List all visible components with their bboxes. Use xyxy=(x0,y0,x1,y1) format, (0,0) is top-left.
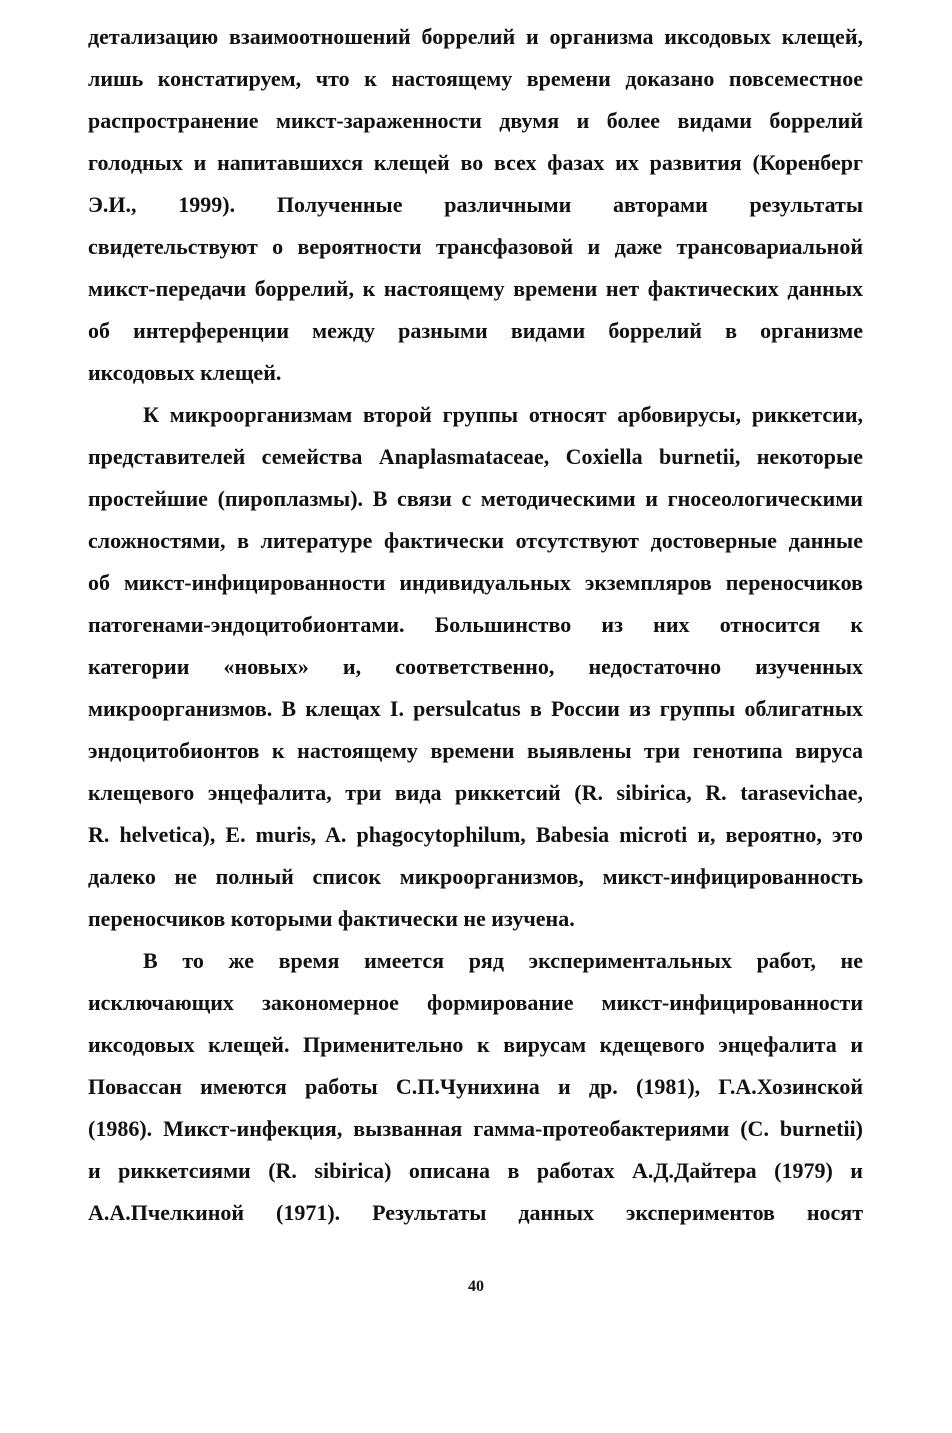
text-line: исключающих закономерное формирование микст-инфицированности xyxy=(88,990,863,1015)
text-line: иксодовых клещей. xyxy=(88,360,282,385)
text-line: представителей семейства Anaplasmataceae, Coxiella burnetii, некоторые xyxy=(88,444,863,469)
body-text xyxy=(88,16,863,1234)
text-line: категории «новых» и, соответственно, недостаточно изученных xyxy=(88,654,863,679)
paragraph-2 xyxy=(88,394,863,940)
text-line: Э.И., 1999). Полученные различными авторами результаты xyxy=(88,192,863,217)
text-line: клещевого энцефалита, три вида риккетсий (R. sibirica, R. tarasevichae, xyxy=(88,780,863,805)
text-line: сложностями, в литературе фактически отсутствуют достоверные данные xyxy=(88,528,863,553)
text-line: переносчиков которыми фактически не изучена. xyxy=(88,906,575,931)
text-line: R. helvetica), E. muris, A. phagocytophilum, Babesia microti и, вероятно, это xyxy=(88,822,863,847)
text-line: детализацию взаимоотношений боррелий и организма иксодовых клещей, xyxy=(88,24,863,49)
text-line: микст-передачи боррелий, к настоящему времени нет фактических данных xyxy=(88,276,863,301)
text-line: иксодовых клещей. Применительно к вирусам кдещевого энцефалита и xyxy=(88,1032,863,1057)
text-line: эндоцитобионтов к настоящему времени выявлены три генотипа вируса xyxy=(88,738,863,763)
text-line: В то же время имеется ряд экспериментальных работ, не xyxy=(143,948,863,973)
text-line: (1986). Микст-инфекция, вызванная гамма-протеобактериями (C. burnetii) xyxy=(88,1116,863,1141)
paragraph-1 xyxy=(88,16,863,394)
text-line: А.А.Пчелкиной (1971). Результаты данных экспериментов носят xyxy=(88,1200,863,1225)
text-line: голодных и напитавшихся клещей во всех фазах их развития (Коренберг xyxy=(88,150,863,175)
text-line: лишь констатируем, что к настоящему времени доказано повсеместное xyxy=(88,66,863,91)
text-line: и риккетсиями (R. sibirica) описана в работах А.Д.Дайтера (1979) и xyxy=(88,1158,863,1183)
text-line: свидетельствуют о вероятности трансфазовой и даже трансовариальной xyxy=(88,234,863,259)
text-line: распространение микст-зараженности двумя и более видами боррелий xyxy=(88,108,863,133)
text-line: простейшие (пироплазмы). В связи с методическими и гносеологическими xyxy=(88,486,863,511)
text-line: Повассан имеются работы С.П.Чунихина и др. (1981), Г.А.Хозинской xyxy=(88,1074,863,1099)
paragraph-3 xyxy=(88,940,863,1234)
page-number: 40 xyxy=(468,1278,484,1295)
text-line: микроорганизмов. В клещах I. persulcatus в России из группы облигатных xyxy=(88,696,863,721)
text-line: об микст-инфицированности индивидуальных экземпляров переносчиков xyxy=(88,570,863,595)
text-line: патогенами-эндоцитобионтами. Большинство из них относится к xyxy=(88,612,863,637)
text-line: об интерференции между разными видами боррелий в организме xyxy=(88,318,863,343)
text-line: К микроорганизмам второй группы относят арбовирусы, риккетсии, xyxy=(143,402,863,427)
text-line: далеко не полный список микроорганизмов, микст-инфицированность xyxy=(88,864,863,889)
